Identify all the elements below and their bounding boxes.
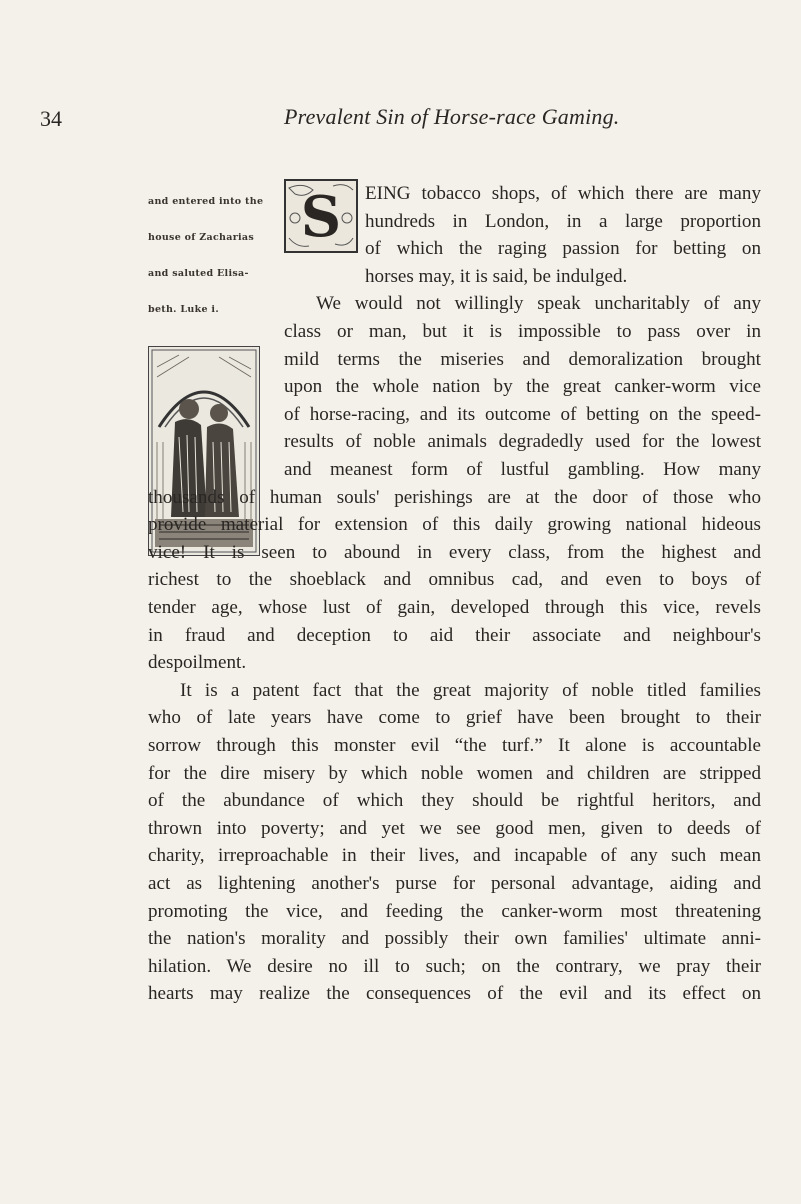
- text-line: It is a patent fact that the great majority of noble titled families: [180, 679, 761, 701]
- text-line: richest to the shoeblack and omnibus cad, and even to boys of: [148, 569, 761, 591]
- text-line: of the abundance of which they should be rightful heritors, and: [148, 790, 761, 812]
- text-line: provide material for extension of this daily growing national hideous: [148, 514, 761, 536]
- text-line: vice! It is seen to abound in every class, from the highest and: [148, 541, 761, 563]
- page-number: 34: [40, 106, 62, 131]
- ornamental-initial-S-icon: [283, 178, 359, 254]
- text-line: sorrow through this monster evil “the turf.” It alone is accountable: [148, 734, 761, 756]
- text-line: hundreds in London, in a large proportion: [365, 210, 761, 232]
- paragraph-second-narrow: [284, 290, 761, 483]
- text-line: horses may, it is said, be indulged.: [365, 265, 628, 287]
- text-line: mild terms the miseries and demoralization brought: [284, 348, 761, 370]
- text-line: hearts may realize the consequences of the evil and its effect on: [148, 983, 761, 1005]
- running-title: Prevalent Sin of Horse-race Gaming.: [284, 104, 620, 129]
- dropcap-letter: S: [300, 184, 342, 250]
- text-line: EING tobacco shops, of which there are many: [365, 183, 761, 204]
- figure-caption-line: and entered into the: [148, 196, 264, 207]
- text-line: results of noble animals degradedly used for the lowest: [284, 431, 761, 453]
- paragraph-full-width: [148, 484, 761, 1008]
- text-line: in fraud and deception to aid their associate and neighbour's: [148, 624, 761, 646]
- text-line: We would not willingly speak uncharitably of any: [316, 293, 761, 315]
- page-header: [0, 84, 801, 131]
- figure-caption-line: beth. Luke i.: [148, 304, 219, 315]
- text-line: of which the raging passion for betting on: [365, 238, 761, 260]
- text-line: tender age, whose lust of gain, developed through this vice, revels: [148, 596, 761, 618]
- text-line: the nation's morality and possibly their own families' ultimate anni-: [148, 928, 761, 950]
- text-line: upon the whole nation by the great canker-worm vice: [284, 376, 761, 398]
- text-line: class or man, but it is impossible to pass over in: [284, 320, 761, 342]
- text-line: thrown into poverty; and yet we see good men, given to deeds of: [148, 817, 761, 839]
- text-line: despoilment.: [148, 652, 247, 674]
- text-line: promoting the vice, and feeding the canker-worm most threatening: [148, 900, 761, 922]
- text-line: thousands of human souls' perishings are at the door of those who: [148, 486, 761, 508]
- text-line: for the dire misery by which noble women and children are stripped: [148, 762, 761, 784]
- figure-caption-line: and saluted Elisa-: [148, 268, 249, 279]
- text-line: charity, irreproachable in their lives, and incapable of any such mean: [148, 845, 761, 867]
- text-line: hilation. We desire no ill to such; on the contrary, we pray their: [148, 955, 761, 977]
- figure-caption-line: house of Zacharias: [148, 232, 255, 243]
- text-line: of horse-racing, and its outcome of betting on the speed-: [284, 403, 761, 425]
- paragraph-opening: [365, 180, 761, 290]
- text-line: act as lightening another's purse for personal advantage, aiding and: [148, 872, 761, 894]
- text-line: who of late years have come to grief have been brought to their: [148, 707, 761, 729]
- text-line: and meanest form of lustful gambling. How many: [284, 458, 761, 480]
- figure-caption: [148, 172, 262, 340]
